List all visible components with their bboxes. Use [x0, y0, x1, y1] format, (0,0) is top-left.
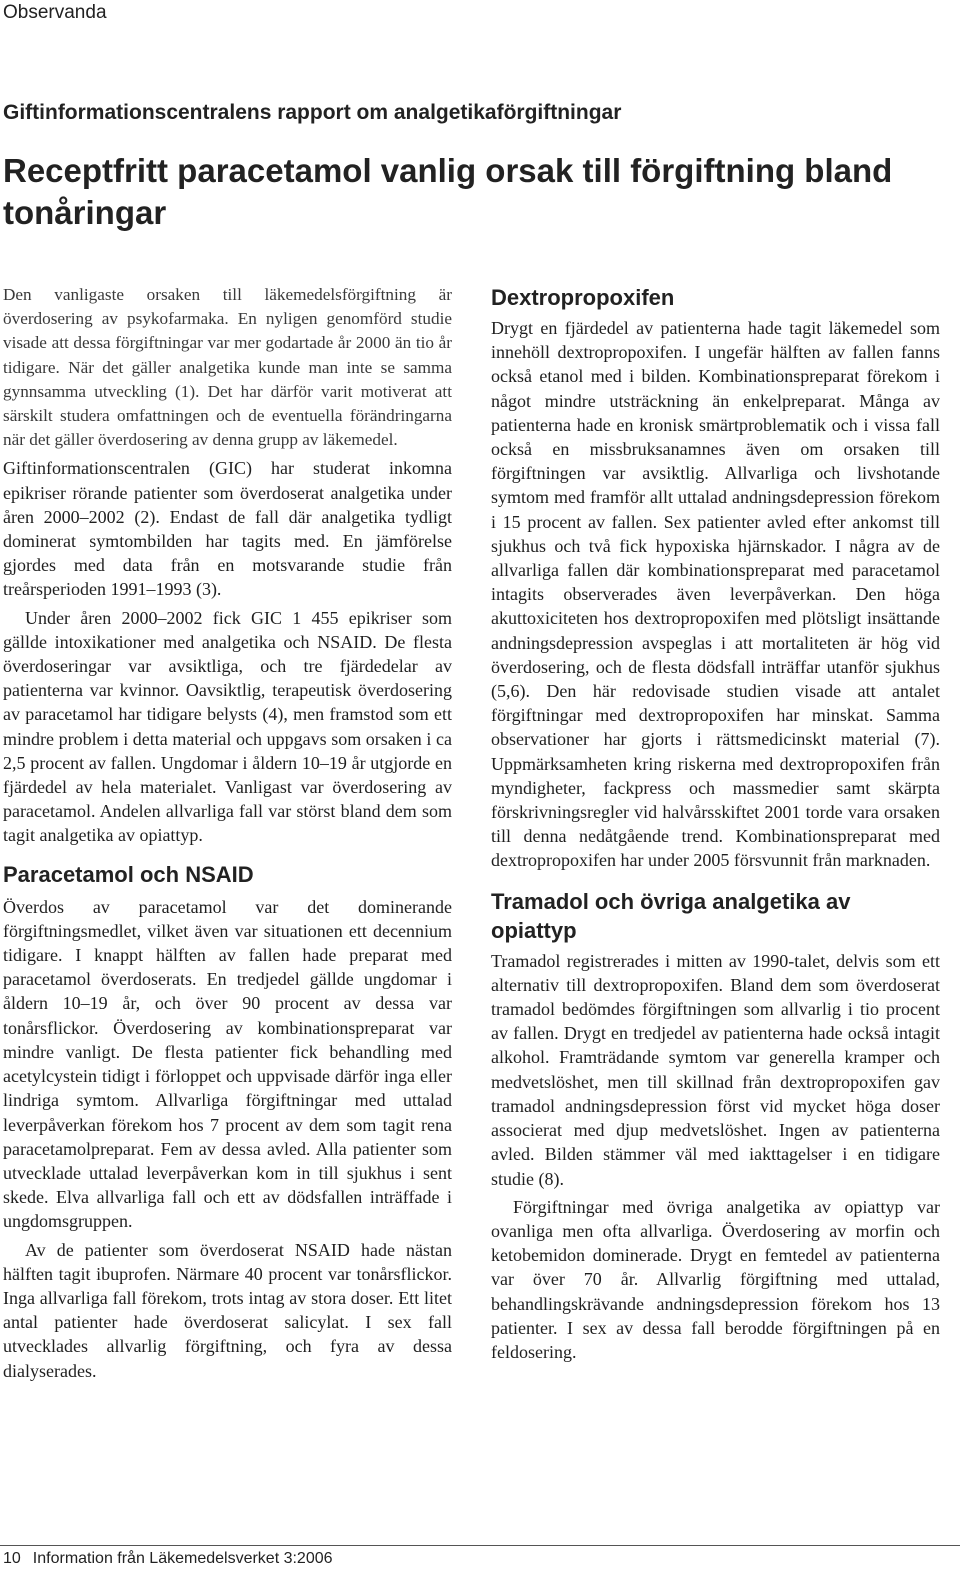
page-footer — [3, 1550, 333, 1568]
intro-paragraph-1: Den vanligaste orsaken till läkemedelsförgiftning är överdosering av psykofarmaka. En nyligen genomförd studie visade att dessa förgiftningar var mer godartade år 2000 än tio år tidigare. När det gäller analgetika kunde man inte se samma gynnsamma utveckling (1). Det har därför varit motiverat att särskilt studera omfattningen och de eventuella förändringarna när det gäller överdosering av denna grupp av läkemedel. — [3, 285, 452, 450]
heading-dextropropoxifen: Dextropropoxifen — [491, 285, 675, 310]
publication-name: Information från Läkemedelsverket 3:2006 — [32, 1550, 333, 1567]
section-label: Observanda — [3, 2, 107, 23]
tramadol-paragraph-1: Tramadol registrerades i mitten av 1990-talet, delvis som ett alternativ till dextropropoxifen. Bland dem som överdoserat tramadol bedömdes förgiftningen som allvarlig i tio procent av fallen. Drygt en tredjedel av patienterna hade också intagit alkohol. Framträdande symtom var generella kramper och medvetslöshet, men till skillnad från dextropropoxifen gav tramadol andningsdepression först vid mycket höga doser associerat med djup medvetslöshet. Ingen av patienterna avled. Bilden stämmer väl med iakttagelser i en tidigare studie (8). — [491, 950, 940, 1189]
left-column — [3, 283, 452, 1383]
tramadol-paragraph-2: Förgiftningar med övriga analgetika av opiattyp var ovanliga men ofta allvarliga. Överdosering av morfin och ketobemidon dominerade. Drygt en femtedel av patienterna var över 70 år. Allvarlig förgiftning med uttalad, behandlingskrävande andningsdepression förekom hos 13 patienter. I sex av dessa fall berodde förgiftningen på en feldosering. — [491, 1196, 940, 1362]
heading-tramadol: Tramadol och övriga analgetika av opiattyp — [491, 888, 851, 943]
article-supertitle: Giftinformationscentralens rapport om analgetikaförgiftningar — [3, 101, 622, 124]
intro-paragraph-2: Giftinformationscentralen (GIC) har studerat inkomna epikriser rörande patienter som överdoserat analgetika under åren 2000–2002 (2). Endast de fall där analgetika tydligt dominerat symtombilden har tagits med. En jämförelse gjordes med data från en motsvarande studie från treårsperioden 1991–1993 (3). — [3, 458, 452, 600]
footer-divider — [0, 1545, 960, 1546]
article-headline: Receptfritt paracetamol vanlig orsak till förgiftning bland tonåringar — [3, 152, 893, 231]
heading-paracetamol-nsaid: Paracetamol och NSAID — [3, 861, 254, 887]
page-number: 10 — [3, 1550, 21, 1567]
right-column — [491, 283, 940, 1364]
intro-paragraph-3: Under åren 2000–2002 fick GIC 1 455 epikriser som gällde intoxikationer med analgetika och NSAID. De flesta överdoseringar var avsiktliga, och tre fjärdedelar av patienterna var kvinnor. Oavsiktlig, terapeutisk överdosering av paracetamol har tidigare belysts (4), men framstod som ett mindre problem i detta material och uppgavs som orsaken i ca 2,5 procent av fallen. Ungdomar i åldern 10–19 år utgjorde en fjärdedel av hela materialet. Vanligast var överdosering av paracetamol. Andelen allvarliga fall var störst bland dem som tagit analgetika av opiattyp. — [3, 607, 452, 846]
paracetamol-paragraph-2: Av de patienter som överdoserat NSAID hade nästan hälften tagit ibuprofen. Närmare 40 procent var tonårsflickor. Inga allvarliga fall förekom, trots intag av stora doser. Ett litet antal patienter hade överdoserat salicylat. I sex fall utvecklades allvarlig förgiftning, och fyra av dessa dialyserades. — [3, 1239, 452, 1381]
paracetamol-paragraph-1: Överdos av paracetamol var det dominerande förgiftningsmedlet, vilket även var situationen ett decennium tidigare. I knappt hälften av fallen hade preparat med paracetamol överdoserats. En tredjedel gällde ungdomar i åldern 10–19 år, och över 90 procent av dessa var tonårsflickor. Överdosering av kombinationspreparat var mindre vanligt. De flesta patienter fick behandling med acetylcystein tidigt i förloppet och uppvisade därför inga eller lindriga symtom. Allvarliga förgiftningar med uttalad leverpåverkan förekom hos 7 procent av dem som tagit rena paracetamolpreparat. Fem av dessa avled. Alla patienter som utvecklade uttalad leverpåverkan kom in till sjukhus i sent skede. Elva allvarliga fall och ett av dödsfallen inträffade i ungdomsgruppen. — [3, 896, 452, 1232]
dextropropoxifen-paragraph: Drygt en fjärdedel av patienterna hade tagit läkemedel som innehöll dextropropoxifen. I ungefär hälften av fallen fanns också etanol med i bilden. Kombinationspreparat förekom i något mindre utsträckning än enkelpreparat. Många av patienterna hade en kronisk smärtproblematik och i vissa fall också en missbruksanamnes även om orsaken till förgiftningen var avsiktlig. Allvarliga och livshotande symtom med framför allt uttalad andningsdepression förekom i 15 procent av fallen. Sex patienter avled efter ankomst till sjukhus och två fick hypoxiska hjärnskador. I några av de allvarliga fallen där kombinationspreparat med paracetamol intagits observerades även leverpåverkan. Den höga akuttoxiciteten hos dextropropoxifen med plötsligt insättande andningsdepression avspeglas i att mortaliteten är hög vid överdosering, och de flesta dödsfall inträffar utanför sjukhus (5,6). Den här redovisade studien visade att antalet förgiftningar med dextropropoxifen har minskat. Samma observationer har gjorts i rättsmedicinskt material (7). Uppmärksamheten kring riskerna med dextropropoxifen från myndigheter, fackpress och massmedier samt skärpta förskrivningsregler vid halvårsskiftet 2001 torde vara orsaken till denna nedåtgående trend. Kombinationspreparat med dextropropoxifen har under 2005 försvunnit från marknaden. — [491, 318, 940, 871]
